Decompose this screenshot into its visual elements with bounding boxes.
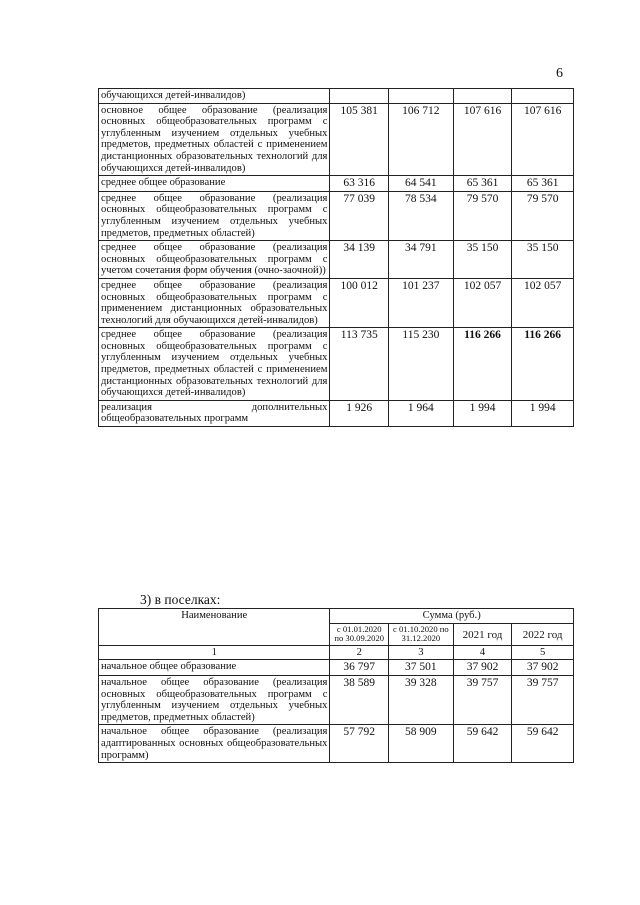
value-cell: 102 057 [512,278,574,327]
value-cell: 57 792 [330,725,389,763]
table-row [99,278,574,327]
column-header-period-2: с 01.10.2020 по 31.12.2020 [389,623,454,645]
value-cell: 38 589 [330,675,389,724]
row-name: среднее общее образование (реализация основных общеобразовательных программ с учетом сочетания форм обучения (очно-заочной)) [99,241,330,279]
value-cell: 100 012 [330,278,389,327]
value-cell [512,89,574,104]
table-row [99,725,574,763]
value-cell [389,89,454,104]
value-cell [330,89,389,104]
value-cell: 1 994 [453,400,512,426]
page-number: 6 [556,66,563,81]
value-cell: 59 642 [512,725,574,763]
value-cell: 64 541 [389,176,454,192]
value-cell: 59 642 [453,725,512,763]
value-cell: 35 150 [453,241,512,279]
table-row [99,103,574,176]
header-row [99,609,574,624]
value-cell: 37 902 [512,660,574,676]
row-name: среднее общее образование (реализация основных общеобразовательных программ с применением дистанционных образовательных технологий для обучающихся детей-инвалидов) [99,278,330,327]
table-row [99,89,574,104]
column-header-period-1: с 01.01.2020 по 30.09.2020 [330,623,389,645]
value-cell: 34 139 [330,241,389,279]
value-cell: 79 570 [453,191,512,240]
value-cell: 105 381 [330,103,389,176]
column-number: 5 [512,645,574,660]
value-cell: 37 501 [389,660,454,676]
column-number: 1 [99,645,330,660]
row-name: среднее общее образование [99,176,330,192]
value-cell: 115 230 [389,328,454,401]
tuition-table-settlements [98,608,574,763]
value-cell: 101 237 [389,278,454,327]
value-cell: 63 316 [330,176,389,192]
table-row [99,241,574,279]
row-name: обучающихся детей-инвалидов) [99,89,330,104]
value-cell: 37 902 [453,660,512,676]
section-title: 3) в поселках: [140,592,221,607]
table-row [99,328,574,401]
column-number: 2 [330,645,389,660]
value-cell: 36 797 [330,660,389,676]
value-cell: 1 964 [389,400,454,426]
row-name: реализация дополнительных общеобразовательных программ [99,400,330,426]
row-name: среднее общее образование (реализация основных общеобразовательных программ с углубленным изучением отдельных учебных предметов, предметных областей с применением дистанционных образовательных технологий для обучающихся детей-инвалидов) [99,328,330,401]
value-cell: 1 926 [330,400,389,426]
value-cell: 116 266 [453,328,512,401]
value-cell: 65 361 [512,176,574,192]
value-cell: 107 616 [512,103,574,176]
value-cell: 65 361 [453,176,512,192]
column-header-2021: 2021 год [453,623,512,645]
row-name: начальное общее образование [99,660,330,676]
value-cell: 35 150 [512,241,574,279]
value-cell: 102 057 [453,278,512,327]
numbering-row [99,645,574,660]
value-cell: 39 328 [389,675,454,724]
table-row [99,675,574,724]
tuition-table-continued [98,88,574,427]
value-cell: 79 570 [512,191,574,240]
column-number: 3 [389,645,454,660]
column-header-name: Наименование [99,609,330,646]
column-header-2022: 2022 год [512,623,574,645]
column-number: 4 [453,645,512,660]
value-cell: 39 757 [512,675,574,724]
table-row [99,191,574,240]
row-name: начальное общее образование (реализация основных общеобразовательных программ с углубленным изучением отдельных учебных предметов, предметных областей) [99,675,330,724]
value-cell: 77 039 [330,191,389,240]
row-name: начальное общее образование (реализация адаптированных основных общеобразовательных программ) [99,725,330,763]
column-header-sum: Сумма (руб.) [330,609,574,624]
value-cell: 39 757 [453,675,512,724]
value-cell [453,89,512,104]
table-row [99,400,574,426]
row-name: основное общее образование (реализация основных общеобразовательных программ с углубленным изучением отдельных учебных предметов, предметных областей с применением дистанционных образовательных технологий для обучающихся детей-инвалидов) [99,103,330,176]
table-row [99,660,574,676]
value-cell: 116 266 [512,328,574,401]
value-cell: 113 735 [330,328,389,401]
value-cell: 34 791 [389,241,454,279]
value-cell: 1 994 [512,400,574,426]
row-name: среднее общее образование (реализация основных общеобразовательных программ с углубленным изучением отдельных учебных предметов, предметных областей) [99,191,330,240]
value-cell: 78 534 [389,191,454,240]
value-cell: 107 616 [453,103,512,176]
table-row [99,176,574,192]
value-cell: 106 712 [389,103,454,176]
value-cell: 58 909 [389,725,454,763]
